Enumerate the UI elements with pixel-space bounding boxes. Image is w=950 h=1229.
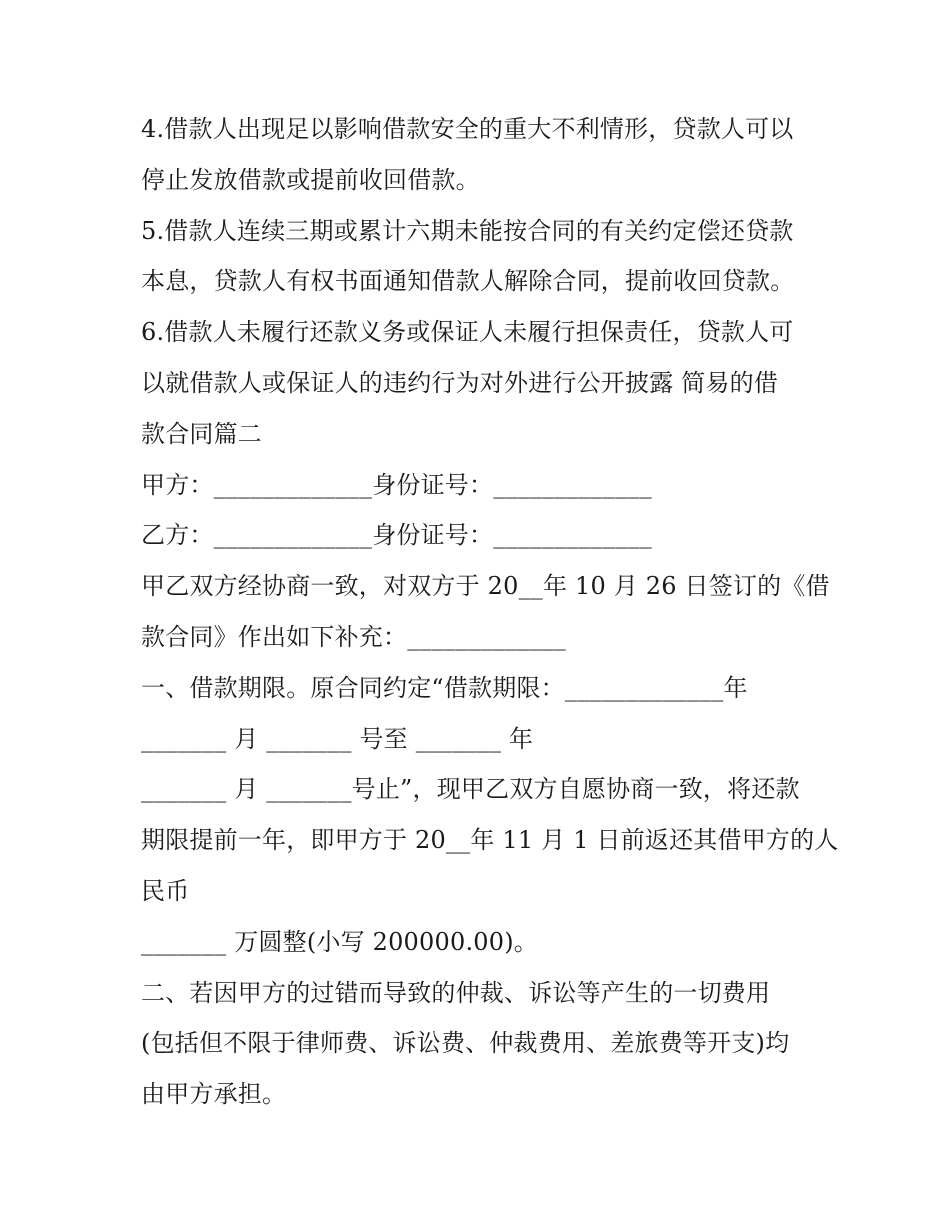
text-line: 甲乙双方经协商一致，对双方于 20__年 10 月 26 日签订的《借 [141, 572, 830, 601]
text-line: 5.借款人连续三期或累计六期未能按合同的有关约定偿还贷款 [141, 216, 794, 245]
text-line: 6.借款人未履行还款义务或保证人未履行担保责任，贷款人可 [141, 318, 794, 347]
text-line: 由甲方承担。 [141, 1080, 287, 1109]
text-line: 以就借款人或保证人的违约行为对外进行公开披露 简易的借 [141, 368, 779, 397]
text-line: _______ 月 _______ 号至 _______ 年 [141, 724, 534, 753]
text-line: 停止发放借款或提前收回借款。 [141, 165, 480, 194]
text-line: 二、若因甲方的过错而导致的仲裁、诉讼等产生的一切费用 [141, 978, 771, 1007]
text-line: _______ 月 _______号止”，现甲乙双方自愿协商一致，将还款 [141, 775, 800, 804]
text-line: 4.借款人出现足以影响借款安全的重大不利情形，贷款人可以 [141, 115, 794, 143]
party-a-line: 甲方：_____________身份证号：_____________ [141, 470, 652, 499]
document-body [141, 104, 839, 1120]
text-line: 一、借款期限。原合同约定“借款期限：_____________年 [141, 673, 748, 702]
text-line: (包括但不限于律师费、诉讼费、仲裁费用、差旅费等开支)均 [141, 1029, 790, 1058]
party-b-line: 乙方：_____________身份证号：_____________ [141, 521, 652, 550]
text-line: 民币 [141, 876, 190, 905]
text-line: 期限提前一年，即甲方于 20__年 11 月 1 日前返还其借甲方的人 [141, 826, 839, 855]
section-heading: 款合同篇二 [141, 419, 262, 448]
text-line: _______ 万圆整(小写 200000.00)。 [141, 927, 538, 956]
text-line: 本息，贷款人有权书面通知借款人解除合同，提前收回贷款。 [141, 267, 795, 296]
text-line: 款合同》作出如下补充：_____________ [141, 622, 566, 651]
